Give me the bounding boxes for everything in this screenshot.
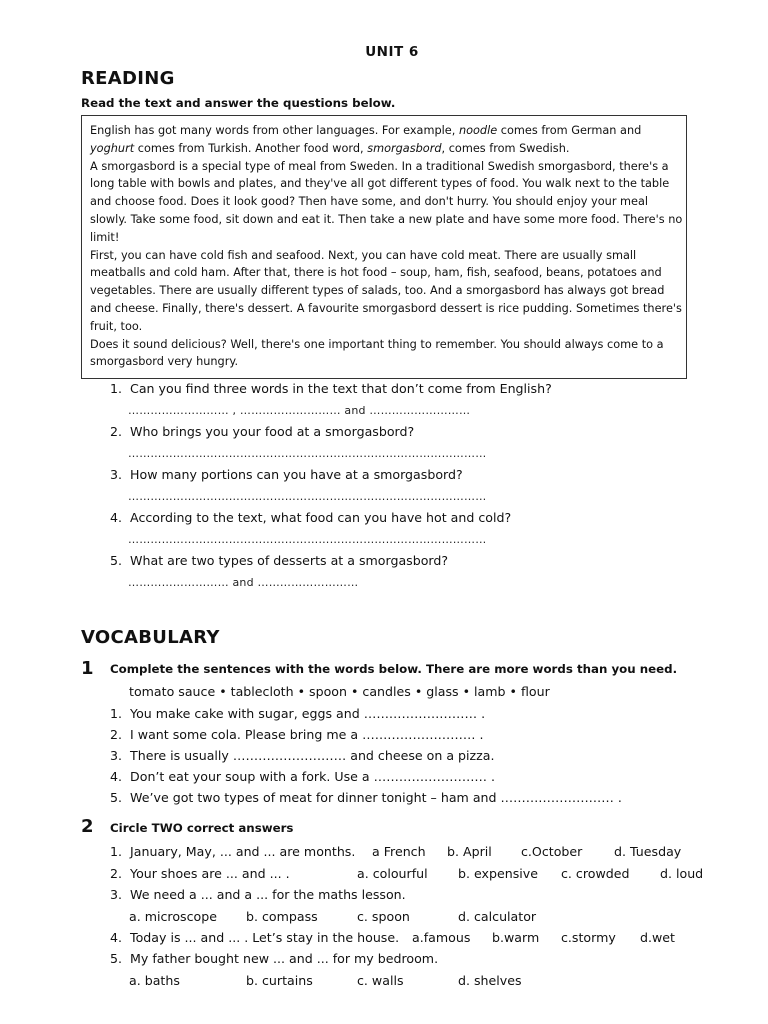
mc-option[interactable]: a. colourful (357, 866, 428, 881)
reading-question: 5. What are two types of desserts at a smorgasbord? (110, 553, 449, 568)
answer-line[interactable]: …………………………………………………………………………………… (128, 447, 487, 460)
mc-option[interactable]: c. walls (357, 973, 404, 988)
mc-question: 4. Today is ... and ... . Let’s stay in the house. (110, 930, 400, 945)
exercise-number: 1 (81, 658, 94, 679)
reading-question: 3. How many portions can you have at a smorgasbord? (110, 467, 463, 482)
passage-paragraph-2: A smorgasbord is a special type of meal from Sweden. In a traditional Swedish smorgasbord, there's a long table with bowls and plates, and they've all got different types of food. You walk next to the table and choose food. Does it look good? Then have some, and don't hurry. You should enjoy your meal slowly. Take some food, sit down and eat it. Then take a new plate and have some more food. There's no limit! (90, 159, 683, 244)
mc-option[interactable]: b.warm (492, 930, 540, 945)
mc-option[interactable]: d.wet (640, 930, 675, 945)
passage-paragraph-3: First, you can have cold fish and seafood. Next, you can have cold meat. There are usually small meatballs and cold ham. After that, there is hot food – soup, ham, fish, seafood, beans, potatoes and vegetables. There are usually different types of salads, too. And a smorgasbord has always got bread and cheese. Finally, there's dessert. A favourite smorgasbord dessert is rice pudding. Sometimes there's fruit, too. (90, 248, 682, 333)
mc-option[interactable]: b. expensive (458, 866, 538, 881)
mc-option[interactable]: b. April (447, 844, 492, 859)
vocabulary-heading: VOCABULARY (81, 627, 220, 648)
reading-question: 4. According to the text, what food can you have hot and cold? (110, 510, 512, 525)
reading-passage (90, 122, 684, 371)
answer-line[interactable]: …………………………………………………………………………………… (128, 533, 487, 546)
reading-instruction: Read the text and answer the questions below. (81, 96, 396, 110)
mc-option[interactable]: b. curtains (246, 973, 313, 988)
reading-heading: READING (81, 68, 175, 89)
vocab-item: 2. I want some cola. Please bring me a ……………………… . (110, 727, 484, 742)
mc-question: 1. January, May, ... and ... are months. (110, 844, 356, 859)
mc-option[interactable]: c.October (521, 844, 583, 859)
answer-line[interactable]: ……………………… and ……………………… (128, 576, 359, 589)
mc-option[interactable]: d. loud (660, 866, 704, 881)
answer-line[interactable]: …………………………………………………………………………………… (128, 490, 487, 503)
mc-option[interactable]: d. calculator (458, 909, 537, 924)
reading-question: 1. Can you find three words in the text that don’t come from English? (110, 381, 552, 396)
unit-title: UNIT 6 (365, 44, 419, 60)
mc-option[interactable]: c. crowded (561, 866, 630, 881)
vocab-item: 3. There is usually ……………………… and cheese on a pizza. (110, 748, 495, 763)
answer-line[interactable]: ……………………… , ……………………… and ……………………… (128, 404, 471, 417)
reading-question: 2. Who brings you your food at a smorgasbord? (110, 424, 415, 439)
mc-question: 3. We need a ... and a ... for the maths lesson. (110, 887, 406, 902)
mc-option[interactable]: d. shelves (458, 973, 522, 988)
exercise-1-instruction: Complete the sentences with the words below. There are more words than you need. (110, 662, 678, 676)
vocab-item: 4. Don’t eat your soup with a fork. Use a ……………………… . (110, 769, 496, 784)
mc-option[interactable]: c. spoon (357, 909, 410, 924)
mc-option[interactable]: a French (372, 844, 426, 859)
mc-option[interactable]: a. baths (129, 973, 180, 988)
mc-option[interactable]: d. Tuesday (614, 844, 682, 859)
mc-question: 5. My father bought new ... and ... for my bedroom. (110, 951, 439, 966)
mc-option[interactable]: a.famous (412, 930, 471, 945)
mc-question: 2. Your shoes are ... and ... . (110, 866, 290, 881)
passage-paragraph-4: Does it sound delicious? Well, there's one important thing to remember. You should always come to a smorgasbord very hungry. (90, 337, 664, 369)
mc-option[interactable]: c.stormy (561, 930, 616, 945)
exercise-2-instruction: Circle TWO correct answers (110, 821, 294, 835)
vocab-item: 1. You make cake with sugar, eggs and ……………………… . (110, 706, 486, 721)
word-bank: tomato sauce • tablecloth • spoon • candles • glass • lamb • flour (129, 684, 550, 699)
exercise-number: 2 (81, 816, 94, 837)
mc-option[interactable]: a. microscope (129, 909, 217, 924)
mc-option[interactable]: b. compass (246, 909, 318, 924)
passage-paragraph-1: English has got many words from other languages. For example, noodle comes from German and yoghurt comes from Turkish. Another food word, smorgasbord, comes from Swedish. (90, 124, 642, 155)
vocab-item: 5. We’ve got two types of meat for dinner tonight – ham and ……………………… . (110, 790, 622, 805)
